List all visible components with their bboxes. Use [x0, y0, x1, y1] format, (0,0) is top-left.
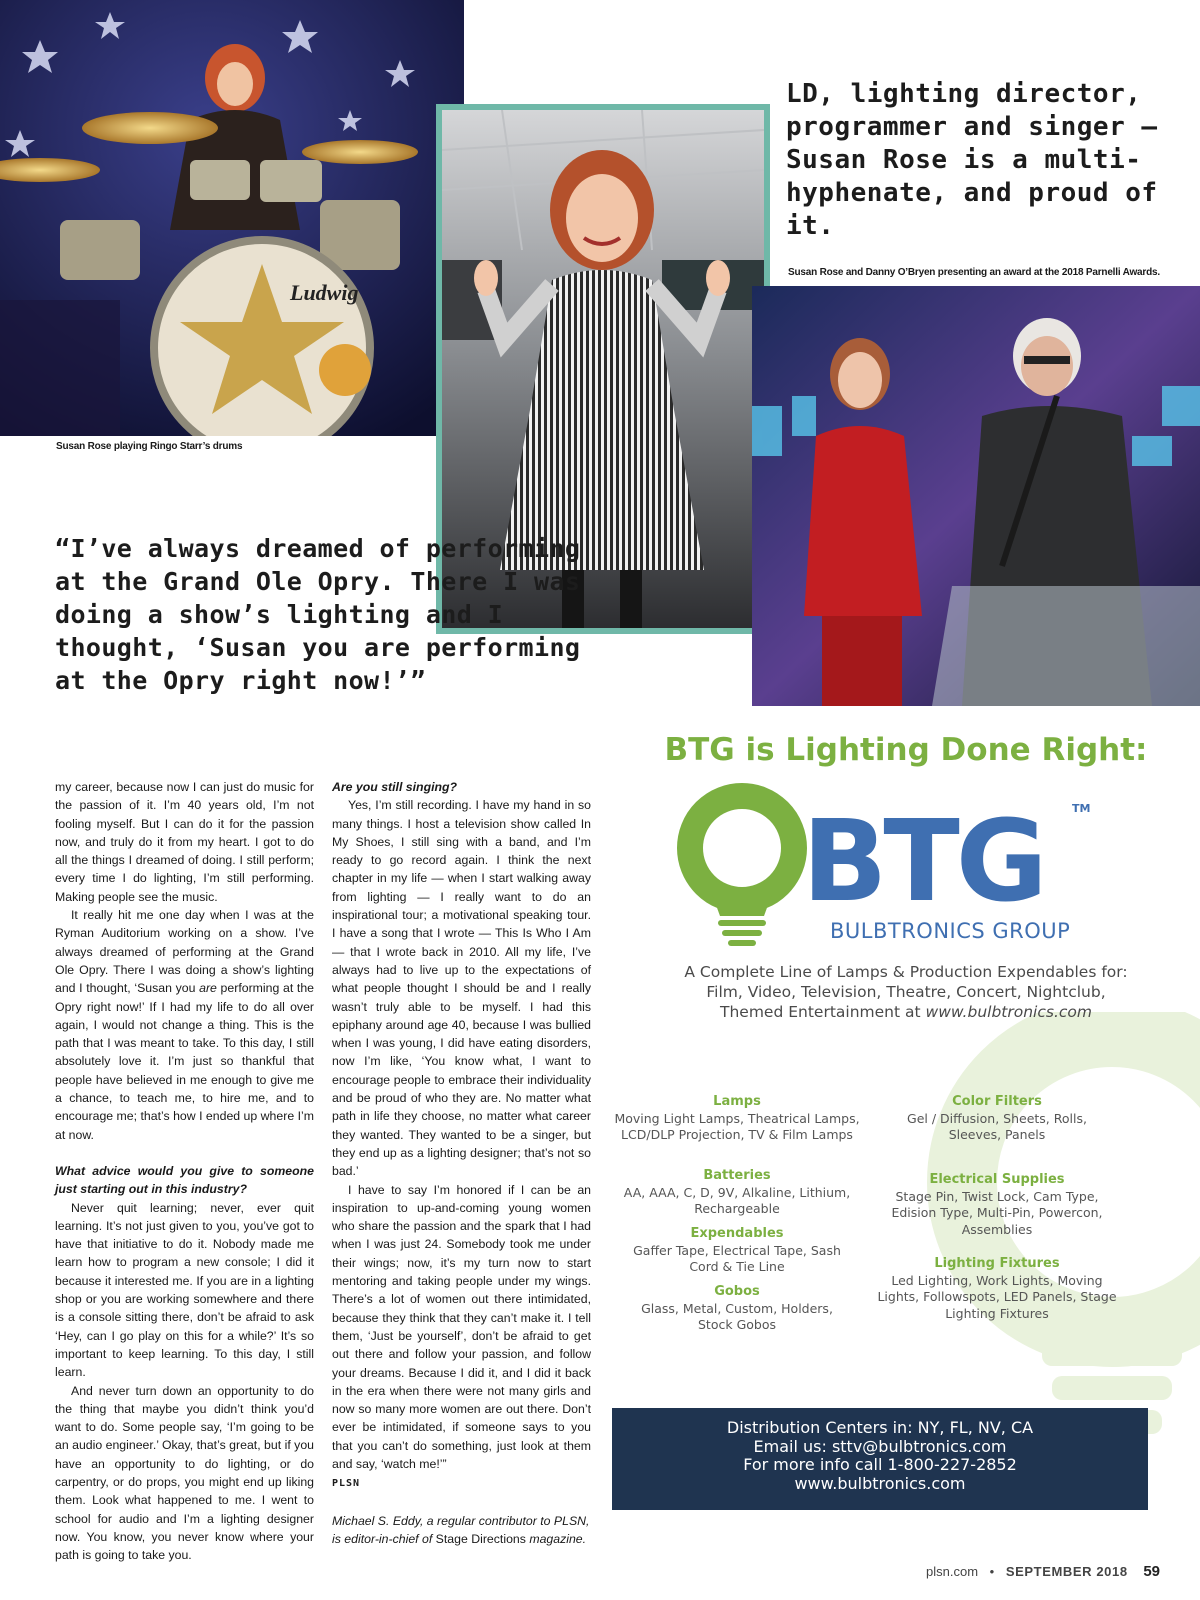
- photo-caption-drums: Susan Rose playing Ringo Starr’s drums: [56, 441, 243, 452]
- photo-awards: [752, 286, 1200, 706]
- article-paragraph: my career, because now I can just do music for the passion of it. I’m 40 years old, I’m not fooling myself. But I can do it for the passion now, and truly do it from my heart. I got to do all the things I dreamed of doing. I still perform; every time I do lighting, I’m still performing. Making people see the music.: [55, 780, 314, 904]
- page-footer: [840, 1563, 1160, 1580]
- ad-tagline: A Complete Line of Lamps & Production Expendables for: Film, Video, Television, Theatre, Concert, Nightclub, Themed Entertainment at www.bulbtronics.com: [684, 963, 1128, 1021]
- advertisement-btg: [612, 722, 1200, 1554]
- photo-drums: [0, 0, 464, 436]
- article-paragraph: Never quit learning; never, ever quit learning. It’s not just given to you, you’ve got to have that initiative to do it. Nobody made me learn how to program a new console; I did it because it interested me. If you are in a lighting shop or you are working somewhere and there is a console sitting there, don’t be afraid to ask ‘Hey, can I go play on this for a while?’ It’s so important to keep learning. To this day, I still learn.: [55, 1200, 314, 1380]
- article-headline: LD, lighting director, programmer and singer — Susan Rose is a multi-hyphenate, and proud of it.: [786, 79, 1158, 241]
- article-paragraph: It really hit me one day when I was at the Ryman Auditorium working on a show. I’ve always dreamed of performing at the Grand Ole Opry. There I was doing a show’s lighting and I thought, ‘Susan you are performing at the Opry right now!’ If I had my life to do all over again, I would not change a thing. This is the path that I was meant to take. To this day, I still absolutely love it. I’m just so thankful that people have believed in me enough to give me a chance, to teach me, to hire me, and to encourage me; that’s how I ended up where I’m at now.: [55, 908, 314, 1142]
- ad-category-lamps: Lamps Moving Light Lamps, Theatrical Lamps, LCD/DLP Projection, TV & Film Lamps: [614, 1094, 860, 1142]
- article-paragraph: Yes, I’m still recording. I have my hand in so many things. I host a television show called In My Shoes, I still sing with a band, and I’m ready to go record again. I think the next chapter in my life — when I start walking away from lighting — I really want to do an inspirational tour; a motivational speaking tour. I have a song that I wrote — This Is Who I Am — that I wrote back in 2010. All my life, I’ve always had to live up to the expectations of what people thought I should be and I really wasn’t truly able to be myself. I had this epiphany around age 40, because I was bullied when I was young, I did have eating disorders, now I’m like, ‘You know what, I want to encourage people to embrace their individuality and be proud of who they are. No matter what path in life they choose, no matter what career they wanted. They wanted to be a singer, but they end up as a lighting designer; that’s not so bad.’: [332, 798, 591, 1179]
- ad-phone: For more info call 1-800-227-2852: [743, 1455, 1017, 1474]
- ad-email-link[interactable]: Email us: sttv@bulbtronics.com: [753, 1436, 1007, 1456]
- drum-brand-logo: Ludwig: [290, 280, 359, 305]
- ad-contact-bar: [612, 1408, 1148, 1510]
- btg-logo-subtitle: BULBTRONICS GROUP: [830, 919, 1071, 943]
- author-bio: Michael S. Eddy, a regular contributor to PLSN, is editor-in-chief of Stage Directions magazine.: [332, 1513, 590, 1546]
- footer-separator: •: [989, 1564, 995, 1579]
- article-paragraph: I have to say I’m honored if I can be an inspiration to up-and-coming young women who share the passion and the spark that I had when I was just 24. Somebody took me under their wings; now, it’s my turn now to start mentoring and taking people under my wings. There’s a lot of women out there intimidated, because they think that they can’t make it. I tell them, ‘Just be yourself’, don’t be afraid to get out there and follow your passion, and follow your dreams. Because I did it, and I did it back in the era when there were not many girls and now so many more women are out there. Don’t ever be intimidated, if someone says to you that you can’t do something, just look at them and say, ‘watch me!’”: [332, 1182, 591, 1471]
- ad-category-electrical-supplies: Electrical Supplies Stage Pin, Twist Lock, Cam Type, Edision Type, Multi-Pin, Powercon, Assemblies: [891, 1172, 1103, 1237]
- page-number: 59: [1143, 1563, 1160, 1580]
- ad-category-batteries: Batteries AA, AAA, C, D, 9V, Alkaline, Lithium, Rechargeable: [623, 1168, 851, 1216]
- footer-issue: SEPTEMBER 2018: [1005, 1564, 1128, 1579]
- ad-category-expendables: Expendables Gaffer Tape, Electrical Tape, Sash Cord & Tie Line: [633, 1226, 841, 1274]
- ad-category-gobos: Gobos Glass, Metal, Custom, Holders, Stock Gobos: [641, 1284, 833, 1332]
- article-column-2: [332, 778, 591, 1548]
- btg-logo: [672, 782, 1102, 952]
- ad-website-link[interactable]: www.bulbtronics.com: [794, 1473, 966, 1493]
- article-paragraph: And never turn down an opportunity to do the thing that maybe you didn’t think you’d want to do. Some people say, ‘I’m going to be an audio engineer.’ Okay, that’s great, but if you have an opportunity to do lighting, or do carpentry, or do props, you might end up liking them. Look what happened to me. I went to school for audio and I’m a lighting designer now. You know, you never know where your path is going to take you.: [55, 1383, 314, 1563]
- footer-site: plsn.com: [926, 1564, 979, 1579]
- btg-logo-letters: BTG: [802, 797, 1044, 927]
- pull-quote: “I’ve always dreamed of performing at the Grand Ole Opry. There I was doing a show’s lighting and I thought, ‘Susan you are performing at the Opry right now!’”: [55, 534, 581, 695]
- end-mark: PLSN: [332, 1478, 361, 1490]
- interview-question: Are you still singing?: [332, 780, 458, 794]
- ad-category-color-filters: Color Filters Gel / Diffusion, Sheets, Rolls, Sleeves, Panels: [907, 1094, 1087, 1142]
- photo-caption-awards: Susan Rose and Danny O’Bryen presenting an award at the 2018 Parnelli Awards.: [788, 267, 1160, 278]
- ad-distribution: Distribution Centers in: NY, FL, NV, CA: [726, 1418, 1034, 1437]
- ad-headline: BTG is Lighting Done Right:: [664, 732, 1148, 768]
- interview-question: What advice would you give to someone just starting out in this industry?: [55, 1163, 314, 1197]
- btg-logo-tm: TM: [1072, 802, 1091, 815]
- article-column-1: [55, 778, 314, 1564]
- ad-category-lighting-fixtures: Lighting Fixtures Led Lighting, Work Lights, Moving Lights, Followspots, LED Panels, Stage Lighting Fixtures: [877, 1256, 1117, 1321]
